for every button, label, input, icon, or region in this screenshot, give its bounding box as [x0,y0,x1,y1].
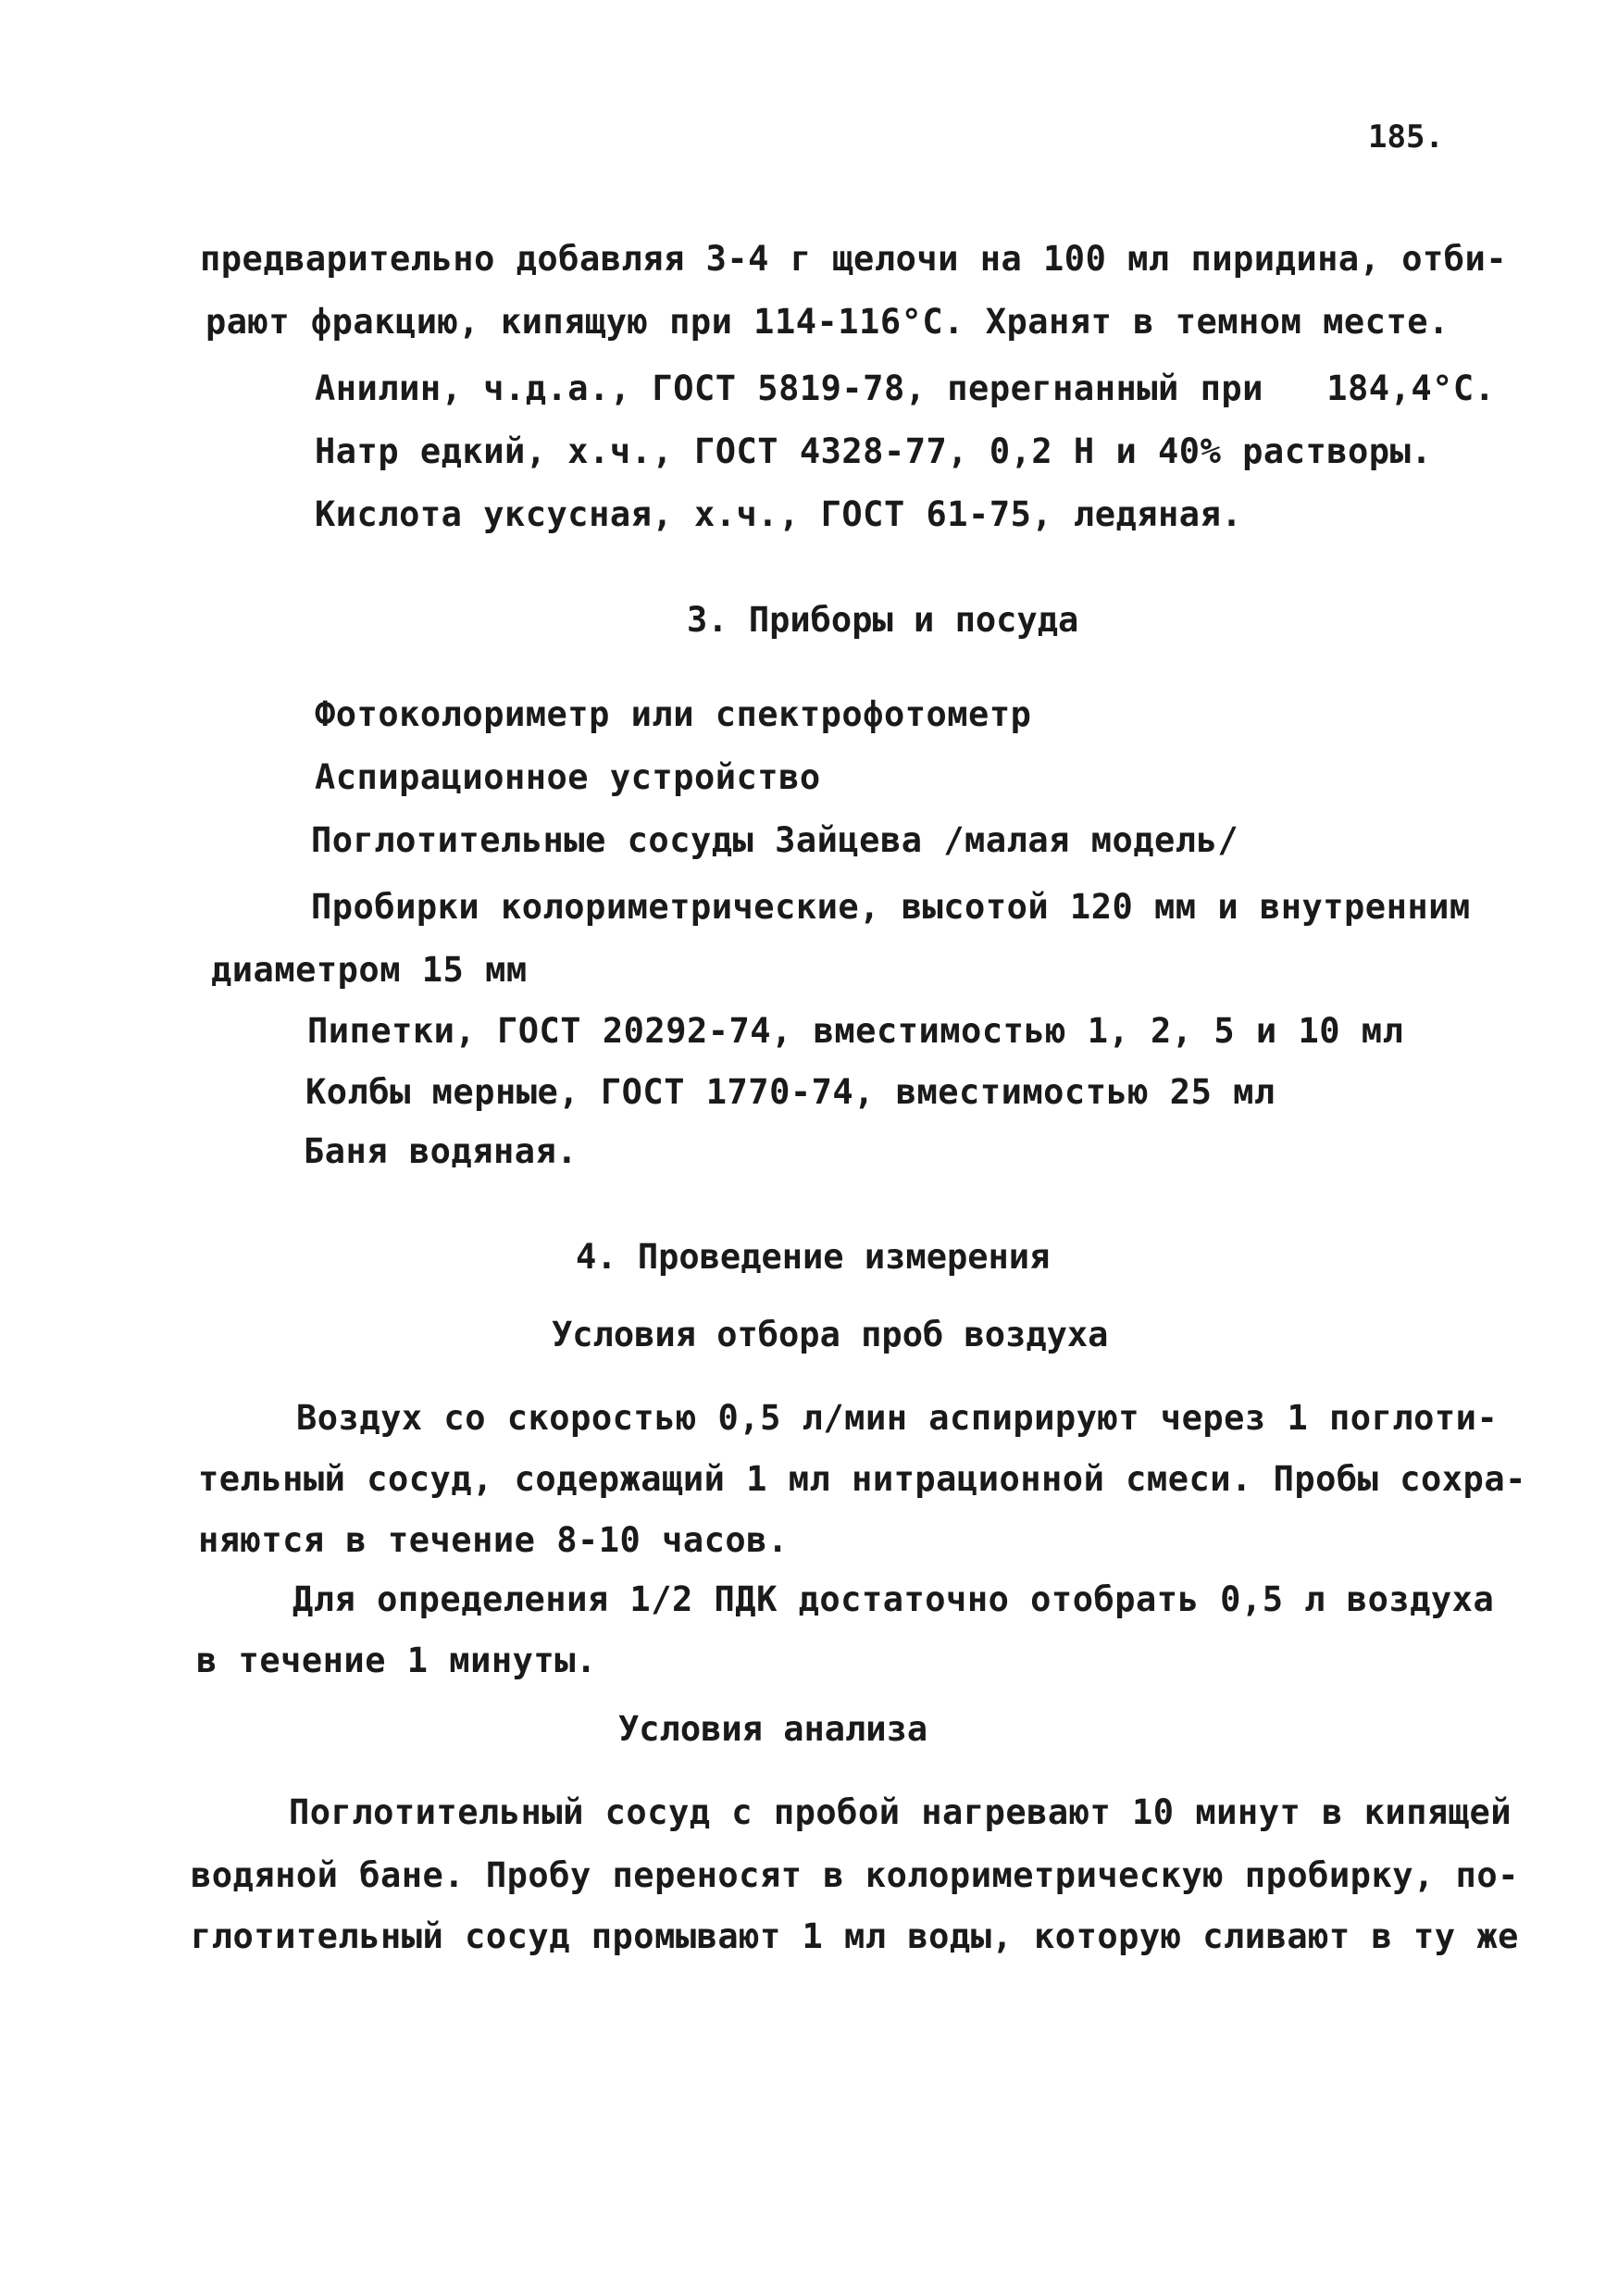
section-heading: 4. Проведение измерения [576,1237,1051,1277]
equipment-item: диаметром 15 мм [211,950,528,990]
equipment-item: Поглотительные сосуды Зайцева /малая модель/ [311,820,1239,860]
paragraph-line: Воздух со скоростью 0,5 л/мин аспирируют через 1 поглоти- [296,1398,1499,1438]
paragraph-line: в течение 1 минуты. [196,1641,597,1680]
text-line: предварительно добавляя 3-4 г щелочи на 100 мл пиридина, отби- [200,239,1508,279]
subsection-heading: Условия анализа [618,1709,928,1749]
page-number: 185. [1368,119,1444,156]
equipment-item: Баня водяная. [304,1131,579,1171]
paragraph-line: Для определения 1/2 ПДК достаточно отобрать 0,5 л воздуха [292,1579,1495,1619]
equipment-item: Колбы мерные, ГОСТ 1770-74, вместимостью 25 мл [305,1072,1276,1112]
paragraph-line: тельный сосуд, содержащий 1 мл нитрационной смеси. Пробы сохра- [198,1459,1526,1499]
paragraph-line: няются в течение 8-10 часов. [198,1520,789,1560]
subsection-heading: Условия отбора проб воздуха [552,1315,1109,1354]
paragraph-line: водяной бане. Пробу переносят в колориметрическую пробирку, по- [191,1855,1519,1895]
equipment-item: Фотоколориметр или спектрофотометр [315,694,1032,734]
paragraph-line: глотительный сосуд промывают 1 мл воды, которую сливают в ту же [191,1916,1519,1956]
reagent-naoh: Натр едкий, х.ч., ГОСТ 4328-77, 0,2 Н и 40% растворы. [315,431,1433,471]
equipment-item: Аспирационное устройство [315,757,821,797]
reagent-aniline: Анилин, ч.д.а., ГОСТ 5819-78, перегнанный при 184,4°С. [315,368,1496,408]
paragraph-line: Поглотительный сосуд с пробой нагревают 10 минут в кипящей [289,1792,1512,1832]
equipment-item: Пробирки колориметрические, высотой 120 мм и внутренним [311,887,1471,927]
reagent-acetic-acid: Кислота уксусная, х.ч., ГОСТ 61-75, ледяная. [315,494,1243,534]
equipment-item: Пипетки, ГОСТ 20292-74, вместимостью 1, 2, 5 и 10 мл [307,1011,1404,1051]
section-heading: 3. Приборы и посуда [687,600,1079,640]
text-line: рают фракцию, кипящую при 114-116°С. Хранят в темном месте. [205,302,1450,342]
